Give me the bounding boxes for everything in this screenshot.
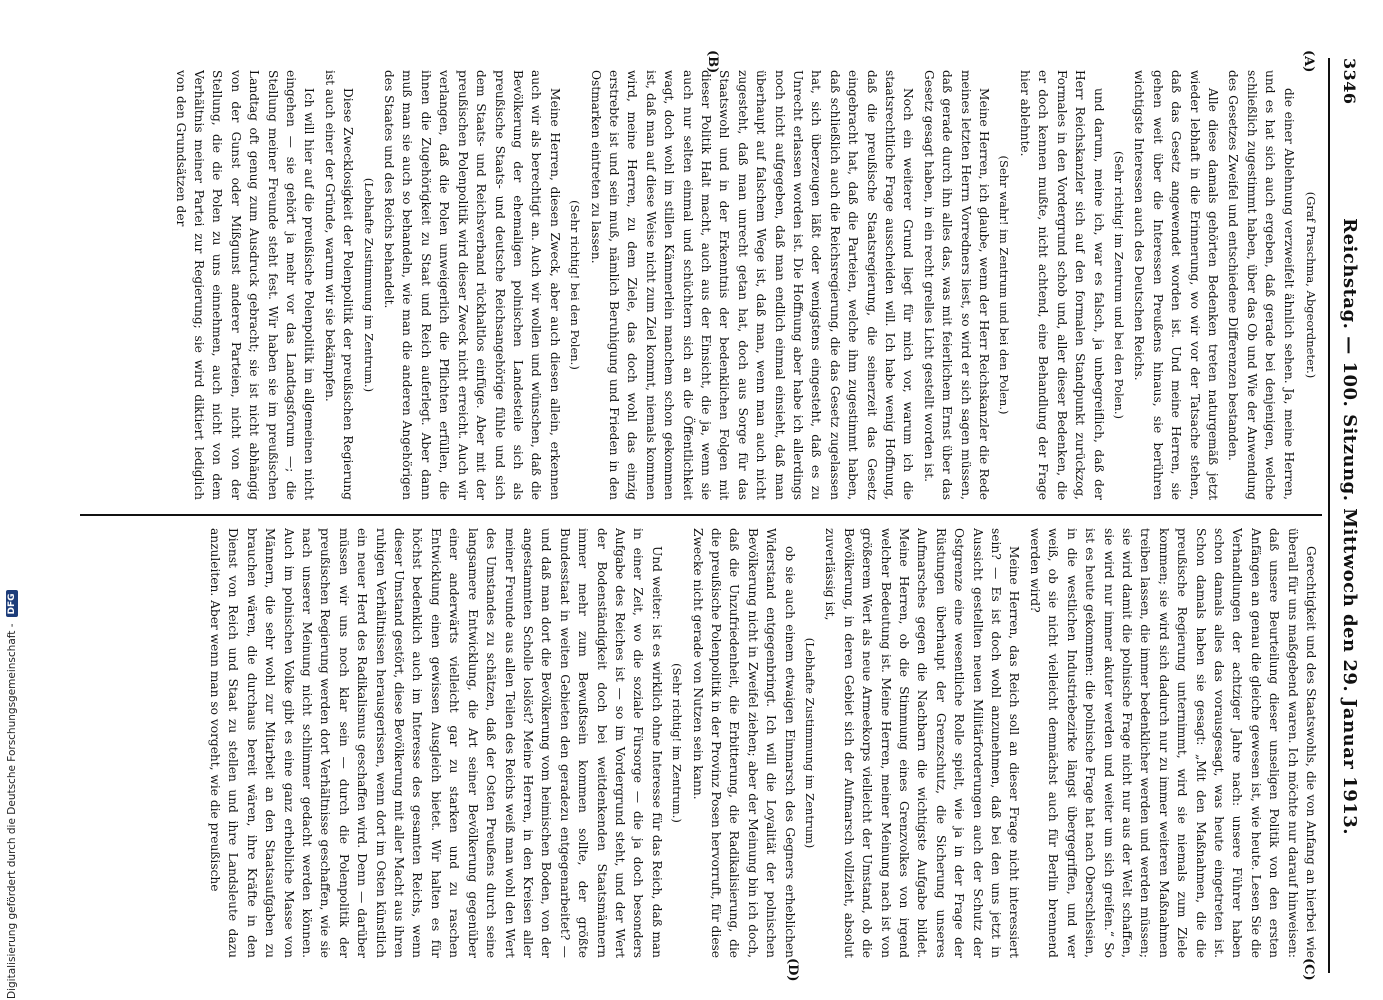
paragraph: Meine Herren, ich glaube, wenn der Herr Reichskanzler die Rede meines letzten Herrn Vorredners liest, so wird er sich sagen müssen, daß gerade durch ihn alles das, was mit feierlichem Ernst über das Gesetz gesagt haben, in ein recht grelles Licht gestellt worden ist. [921, 70, 992, 500]
speaker-label: (Graf Praschma, Abgeordneter.) [1304, 191, 1318, 379]
paragraph: Meine Herren, diesen Zweck, aber auch diesen allein, erkennen auch wir als berechtigt an. Auch wir wollen und wünschen, daß die Bevölkerung der ehemaligen polnischen Landesteile sich als preußische Staats- und deutsche Reichsangehörige fühle und sich dem Staats- und Reichsverband rückhaltlos einfüge. Aber mit der preußischen Polenpolitik wird dieser Zweck nicht erreicht. Auch wir verlangen, daß die Polen unweigerlich die Pflichten erfüllen, die ihnen die Zugehörigkeit zu Staat und Reich auferlegt. Aber dann muß man sie auch so behandeln, wie man die anderen Angehörigen des Staates und des Reichs behandelt. [382, 70, 562, 500]
paragraph: Ich will hier auf die preußische Polenpolitik im allgemeinen nicht eingehen — sie gehört ja mehr vor das Landtagsforum —; die Stellung meiner Freunde steht fest. Wir haben sie im preußischen Landtag oft genug zum Ausdruck gebracht; sie ist nicht abhängig von der Gunst oder Mißgunst anderer Parteien, nicht von der Stellung, die die Polen zu uns einnehmen, auch nicht von dem Verhältnis meiner Partei zur Regierung; sie wird diktiert lediglich von den Grundsätzen der [173, 70, 317, 500]
digitization-credit [6, 590, 18, 999]
document-page [70, 50, 1360, 982]
paragraph: Und weiter: ist es wirklich ohne Interesse für das Reich, daß man in einer Zeit, wo die soziale Fürsorge — die ja doch besonders Aufgabe des Reiches ist — so im Vordergrund steht, und der Wert der Bodenständigkeit doch bei weitdenkenden Staatsmännern immer mehr zum Bewußtsein kommen sollte, der größte Bundesstaat in weiten Gebieten den geradezu entgegenarbeitet? — und daß man dort die Bevölkerung vom heimischen Boden, von der angestammten Scholle loslöst? Meine Herren, in den Kreisen aller meiner Freunde aus allen Teilen des Reichs weiß man wohl den Wert des Umstandes zu schätzen, daß der Osten Preußens durch seine langsamere Entwicklung, die Art seiner Bevölkerung gegenüber einer anderwärts vielleicht gar zu starken und zu raschen Entwicklung einen gewissen Ausgleich bietet. Wir halten es für höchst bedenklich auch im Interesse des gesamten Reichs, wenn dieser Umstand gestört, diese Bevölkerung mit aller Macht aus ihren ruhigen Verhältnissen herausgerissen, wenn dort im Osten künstlich ein neuer Herd des Radikalismus geschaffen wird. Denn — darüber müssen wir uns noch klar sein — durch die Polenpolitik der preußischen Regierung werden dort Verhältnisse geschaffen, wie sie nach unserer Meinung nicht schlimmer gedacht werden können. Auch im polnischen Volke gibt es eine ganz erhebliche Masse von Männern, die sehr wohl zur Mitarbeit an den Staatsaufgaben zu brauchen wären, die durchaus bereit wären, ihre Kräfte in den Dienst von Reich und Staat zu stellen und ihre Landsleute dazu anzuleiten. Aber wenn man so vorgeht, wie die preußische [208, 528, 664, 958]
paragraph: ob sie auch einem etwaigen Einmarsch des Gegners erheblichen Widerstand entgegenbringt. Ich will die Loyalität der polnischen Bevölkerung nicht in Zweifel ziehen; aber der Meinung bin ich doch, daß die Unzufriedenheit, die Erbitterung, die Radikalisierung, die die preußische Polenpolitik in der Provinz Posen hervorruft, für diese Zwecke nicht gerade von Nutzen sein kann. [690, 528, 797, 958]
interjection: (Sehr richtig! bei den Polen.) [568, 200, 583, 370]
interjection: (Lebhafte Zustimmung im Zentrum) [803, 637, 818, 849]
credit-text: Digitalisierung gefördert durch die Deutsche Forschungsgemeinschaft - [6, 623, 18, 999]
right-column [70, 528, 1320, 958]
header-spacer [1340, 949, 1359, 973]
paragraph: und darum, meine ich, war es falsch, ja unbegreiflich, daß der Herr Reichskanzler sich auf den formalen Standpunkt zurückzog, Formales in den Vordergrund schob und, aller dieser Bedenken, die er doch kennen mußte, nicht achtend, eine Behandlung der Frage hier ablehnte. [1017, 70, 1106, 500]
page-number: 3346 [1340, 58, 1359, 105]
interjection: (Sehr wahr! im Zentrum und bei den Polen.) [997, 155, 1012, 415]
paragraph: Diese Zwecklosigkeit der Polenpolitik der preußischen Regierung ist auch einer der Gründe, warum wir sie bekämpfen. [322, 70, 356, 500]
dfg-logo: DFG [6, 590, 18, 617]
margin-mark-b: (B) [705, 50, 720, 74]
interjection: (Sehr richtig! im Zentrum.) [670, 663, 685, 823]
interjection: (Lebhafte Zustimmung im Zentrum.) [361, 177, 376, 393]
paragraph: Noch ein weiterer Grund liegt für mich vor, warum ich die staatsrechtliche Frage ausscheiden will. Ich habe wenig Hoffnung, daß die preußische Staatsregierung, die seinerzeit das Gesetz eingebracht hat, daß die Parteien, welche ihm zugestimmt haben, daß schließlich auch die Reichsregierung, die das Gesetz zugelassen hat, sich überzeugen läßt oder wenigstens eingesteht, daß es zu Unrecht erlassen worden ist. Die Hoffnung aber habe ich allerdings noch nicht aufgegeben, daß man endlich einmal einsieht, daß man überhaupt auf falschem Wege ist, daß man, wenn man auch nicht zugesteht, daß man unrecht getan hat, doch aus Sorge für das Staatswohl und in der Erkenntnis der bedenklichen Folgen mit dieser Politik Halt macht, auch aus der Einsicht, die ja, wenn sie auch nur selten einmal und schüchtern sich an die Öffentlichkeit wagt, doch wohl im stillen Kämmerlein manchem schon gekommen ist, daß man auf diese Weise nicht zum Ziel kommt, niemals kommen wird, meine Herren, zu dem Ziele, das doch wohl das einzig erstrebte ist und sein muß, nämlich Beruhigung und Frieden in den Ostmarken eintreten zu lassen. [588, 70, 916, 500]
margin-mark-d: (D) [785, 958, 800, 982]
left-column [70, 70, 1320, 500]
margin-mark-c: (C) [1301, 958, 1316, 981]
page-header [1328, 58, 1360, 973]
interjection: (Sehr richtig! im Zentrum und bei den Polen.) [1111, 150, 1126, 419]
rotated-page-area [70, 50, 1360, 982]
paragraph: Meine Herren, das Reich soll an dieser Frage nicht interessiert sein? — Es ist doch wohl anzunehmen, daß bei den uns jetzt in Aussicht gestellten neuen Militärforderungen auch der Schutz der Ostgrenze eine wesentliche Rolle spielt, wie ja in der Frage der Rüstungen überhaupt der Grenzschutz, die Sicherung unseres Aufmarsches gegen die Nachbarn die wichtigste Aufgabe bildet. Meine Herren, ob die Stimmung eines Grenzvolkes von irgend welcher Bedeutung ist. Meine Herren, meiner Meinung nach ist von größerem Wert als neue Armeekorps vielleicht der Umstand, ob die Bevölkerung, in deren Gebiet sich der Aufmarsch vollzieht, absolut zuverlässig ist, [823, 528, 1022, 958]
paragraph: Gerechtigkeit und des Staatswohls, die von Anfang an hierbei wie überall für uns maßgebend waren. Ich möchte nur darauf hinweisen: daß unsere Beurteilung dieser unseligen Politik von den ersten Anfängen an genau die gleiche gewesen ist, wie heute. Lesen Sie die Verhandlungen der achtziger Jahre nach: unsere Führer haben schon damals alles das vorausgesagt, was heute eingetreten ist. Schon damals haben sie gesagt: „Mit den Maßnahmen, die die preußische Regierung unternimmt, wird sie niemals zum Ziele kommen; sie wird sich dadurch nur zu immer weiteren Maßnahmen treiben lassen, die immer bedenklicher werden und werden müssen; sie wird damit die polnische Frage nicht nur aus der Welt schaffen, sie wird nur immer akuter werden und weiter um sich greifen.“ So ist es heute gekommen: die polnische Frage hat nach Oberschlesien, in die westlichen Industriebezirke längst übergegriffen, und wer weiß, ob sie nicht vielleicht demnächst auch für Berlin brennend werden wird? [1027, 528, 1318, 958]
paragraph: Alle diese damals gehörten Bedenken treten naturgemäß jetzt wieder lebhaft in die Erinnerung, wo wir vor der Tatsache stehen, daß das Gesetz angewendet worden ist. Und meine Herren, sie gehen weit über die Interessen Preußens hinaus, sie berühren wichtigste Interessen auch des Deutschen Reichs. [1132, 70, 1220, 500]
column-divider [80, 514, 1322, 516]
page-title: Reichstag. — 100. Sitzung. Mittwoch den 29. Januar 1913. [1339, 218, 1360, 836]
paragraph: die einer Ablehnung verzweifelt ähnlich sehen. Ja, meine Herren, und es hat sich auch ergeben, daß gerade bei denjenigen, welche schließlich zugestimmt haben, über das Ob und Wie der Anwendung des Gesetzes Zweifel und entschiedene Differenzen bestanden. [1226, 70, 1296, 500]
margin-mark-a: (A) [1301, 50, 1316, 73]
